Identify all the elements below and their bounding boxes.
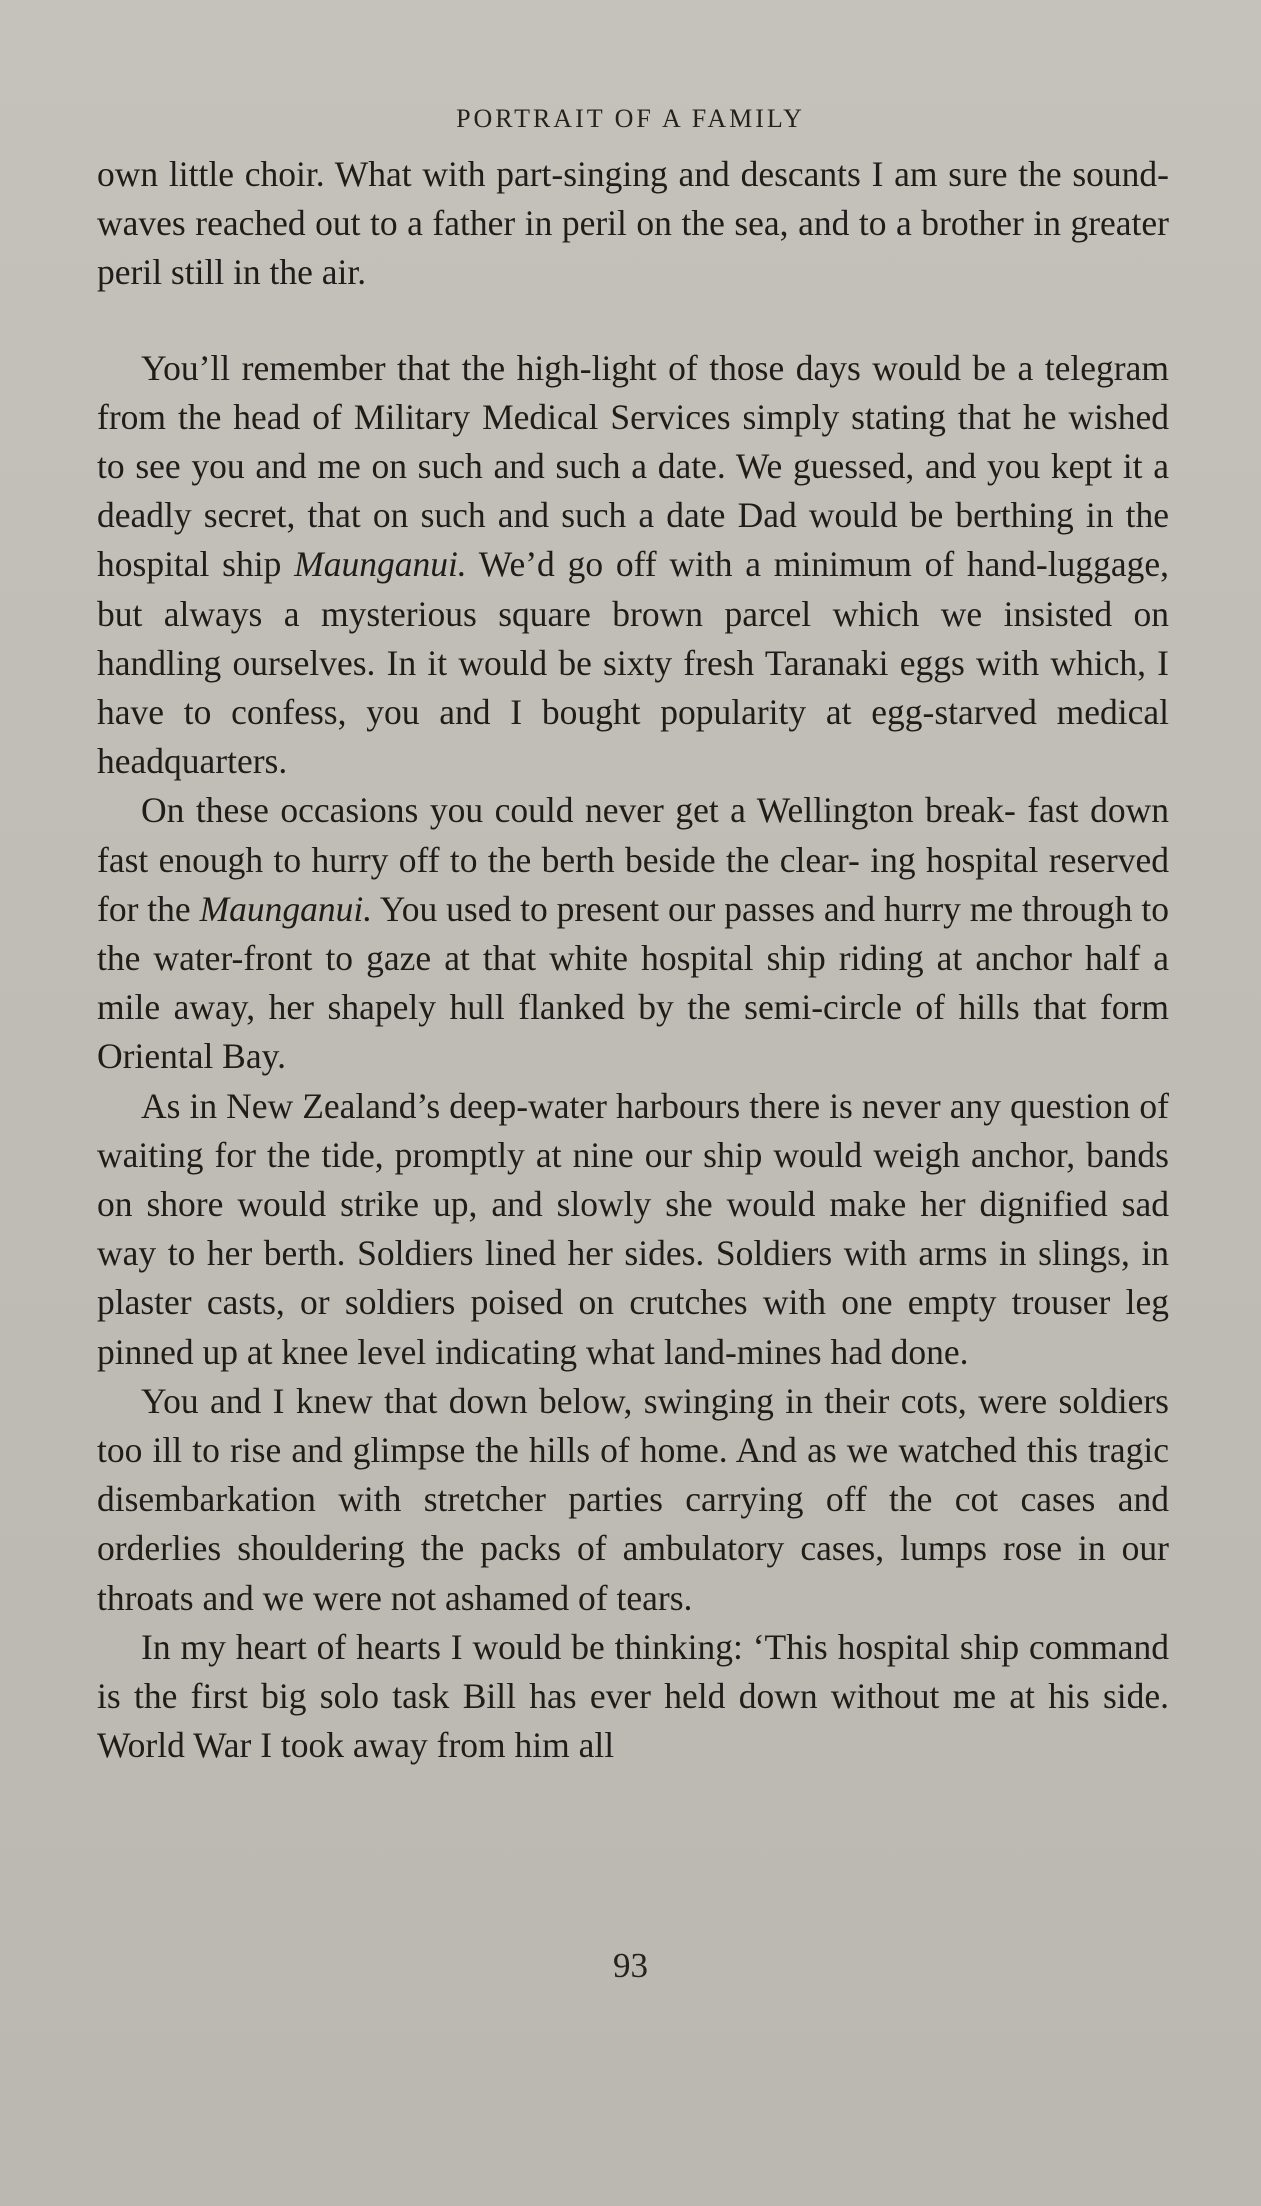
text-segment: As in New Zealand’s deep-water harbours there is never any question of waiting for the tide, promptly at nine our ship would weigh anchor, bands on shore would strike up, and slowly she would make her dignified sad way to her berth. Soldiers lined her sides. Soldiers with arms in slings, in plaster casts, or soldiers poised on crutches with one empty trouser leg pinned up at knee level indicating what land-mines had done. bbox=[97, 1085, 1169, 1372]
text-segment: own little choir. What with part-singing and descants I am sure the sound-waves reached out to a father in peril on the sea, and to a brother in greater peril still in the air. bbox=[97, 154, 1169, 293]
text-segment: We’d go off with a minimum of hand-luggage, but always a mysterious square brown parcel which we insisted on handling ourselves. In it would be sixty fresh Taranaki eggs with which, I have to confess, you and I bought popularity at egg-starved medical headquarters. bbox=[97, 544, 1169, 782]
text-segment: In my heart of hearts I would be thinking: ‘This hospital ship command is the first big solo task Bill has ever held down without me at his side. World War I took away from him all bbox=[97, 1626, 1169, 1766]
paragraph bbox=[97, 1623, 1169, 1771]
text-segment: On these occasions you could never get a Wellington break- fast down fast enough to hurry off to the berth beside the clear- ing hospital reserved for the bbox=[97, 790, 1169, 929]
text-segment: You used to present our passes and hurry me through to the water-front to gaze at that white hospital ship riding at anchor half a mile away, her shapely hull flanked by the semi-circle of hills that form Oriental Bay. bbox=[97, 888, 1170, 1077]
paragraph bbox=[97, 344, 1169, 787]
text-segment: You’ll remember that the high-light of those days would be a telegram from the head of Military Medical Services simply stating that he wished to see you and me on such and such a date. We guessed, and you kept it a deadly secret, that on such and such a date Dad would be berthing in the hospital ship bbox=[97, 347, 1169, 585]
text-segment: You and I knew that down below, swinging in their cots, were soldiers too ill to rise and glimpse the hills of home. And as we watched this tragic disembarkation with stretcher parties carrying off the cot cases and orderlies shouldering the packs of ambulatory cases, lumps rose in our throats and we were not ashamed of tears. bbox=[97, 1380, 1169, 1618]
running-head: PORTRAIT OF A FAMILY bbox=[456, 104, 805, 133]
paragraph bbox=[97, 786, 1169, 1081]
ship-name-italic: Maunganui. bbox=[199, 888, 373, 929]
paragraph bbox=[97, 150, 1169, 298]
page-number: 93 bbox=[613, 1946, 648, 1985]
ship-name-italic: Maunganui. bbox=[294, 544, 467, 585]
paragraph bbox=[97, 1082, 1169, 1377]
body-text bbox=[97, 150, 1169, 1771]
paragraph bbox=[97, 1377, 1169, 1623]
